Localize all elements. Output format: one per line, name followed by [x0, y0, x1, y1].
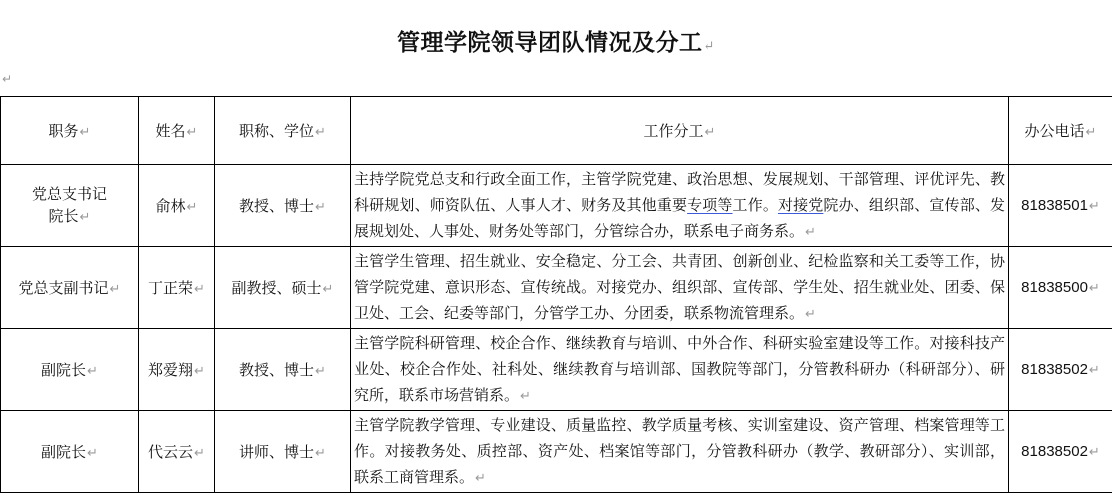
header-duties-label: 工作分工: [643, 122, 704, 140]
paragraph-mark: ↵: [1088, 280, 1100, 295]
cell-duties: [351, 329, 1009, 411]
leadership-table: [0, 96, 1112, 493]
cell-phone: [1009, 247, 1112, 329]
paragraph-mark: ↵: [704, 125, 716, 140]
cell-name: [139, 329, 215, 411]
duties-underlined-text: 专项等: [687, 195, 733, 214]
document-title-text: 管理学院领导团队情况及分工: [397, 29, 703, 56]
phone-text: 81838502: [1021, 443, 1088, 460]
table-row: [1, 411, 1112, 493]
paragraph-mark: ↵: [109, 282, 121, 297]
header-phone: [1009, 97, 1112, 165]
title-degree-text: 教授、博士: [239, 361, 315, 379]
document-title: [0, 24, 1112, 57]
paragraph-mark: ↵: [315, 125, 326, 140]
cell-name: [139, 165, 215, 247]
duties-underlined-text: 对接党: [777, 195, 824, 214]
cell-title-degree: [215, 165, 351, 247]
cell-phone: [1009, 411, 1112, 493]
paragraph-mark: ↵: [194, 364, 205, 379]
position-text: 副院长: [41, 361, 87, 379]
paragraph-mark: ↵: [703, 39, 715, 54]
phone-text: 81838501: [1021, 197, 1088, 214]
table-row: [1, 329, 1112, 411]
header-duties: [351, 97, 1009, 165]
header-name-label: 姓名: [155, 122, 186, 140]
paragraph-mark: ↵: [315, 446, 326, 461]
header-title-degree: [215, 97, 351, 165]
cell-phone: [1009, 329, 1112, 411]
paragraph-mark: ↵: [87, 364, 98, 379]
phone-text: 81838500: [1021, 279, 1088, 296]
duties-text: 主持学院党总支和行政全面工作，主管学院党建、政治思想、发展规划、干部管理、评优评先、教科研规划、师资队伍、人事人才、财务及其他重要: [354, 169, 1005, 214]
paragraph-mark: ↵: [475, 470, 486, 486]
paragraph-mark: ↵: [322, 282, 334, 297]
paragraph-mark: ↵: [186, 125, 198, 140]
duties-text: 主管学院教学管理、专业建设、质量监控、教学质量考核、实训室建设、资产管理、档案管理等工作。对接教务处、质控部、资产处、档案馆等部门，分管教科研办（教学、教研部分）、实训部，联系工商管理系。: [354, 415, 1005, 486]
paragraph-mark: ↵: [79, 125, 91, 140]
paragraph-mark: ↵: [520, 388, 531, 404]
table-row: [1, 247, 1112, 329]
cell-position: [1, 329, 139, 411]
paragraph-mark: ↵: [315, 200, 326, 215]
paragraph-mark: ↵: [805, 224, 816, 240]
cell-position: [1, 411, 139, 493]
paragraph-mark: ↵: [194, 282, 205, 297]
cell-title-degree: [215, 411, 351, 493]
paragraph-mark: ↵: [805, 306, 816, 322]
header-phone-label: 办公电话: [1024, 122, 1085, 140]
phone-text: 81838502: [1021, 361, 1088, 378]
position-text: 党总支副书记: [18, 279, 109, 297]
paragraph-mark: ↵: [315, 364, 326, 379]
header-position: [1, 97, 139, 165]
duties-text: 工作。: [732, 195, 778, 214]
paragraph-mark: ↵: [1085, 125, 1097, 140]
position-line: 院长: [48, 206, 79, 225]
header-name: [139, 97, 215, 165]
cell-name: [139, 247, 215, 329]
name-text: 丁正荣: [148, 279, 194, 297]
header-title-degree-label: 职称、学位: [239, 122, 315, 140]
cell-duties: [351, 411, 1009, 493]
paragraph-mark: ↵: [1088, 198, 1100, 213]
paragraph-mark: ↵: [87, 446, 98, 461]
paragraph-mark: ↵: [194, 446, 205, 461]
header-position-label: 职务: [48, 122, 79, 140]
duties-text: 主管学院科研管理、校企合作、继续教育与培训、中外合作、科研实验室建设等工作。对接科技产业处、校企合作处、社科处、继续教育与培训部、国教院等部门，分管教科研办（科研部分）、研究所，联系市场营销系。: [354, 333, 1005, 404]
cell-name: [139, 411, 215, 493]
cell-position: [1, 247, 139, 329]
table-header-row: [1, 97, 1112, 165]
cell-duties: [351, 247, 1009, 329]
name-text: 代云云: [148, 443, 194, 461]
cell-title-degree: [215, 329, 351, 411]
position-line: 党总支书记: [31, 184, 107, 203]
title-degree-text: 教授、博士: [239, 197, 315, 215]
cell-position: [1, 165, 139, 247]
cell-title-degree: [215, 247, 351, 329]
paragraph-mark: ↵: [186, 200, 198, 215]
paragraph-mark: ↵: [1088, 362, 1100, 377]
duties-text: 院办、组织部、宣传部、发展规划处、人事处、财务处等部门，分管综合办，联系电子商务系。: [354, 195, 1005, 240]
name-text: 俞林: [155, 197, 186, 215]
title-degree-text: 讲师、博士: [239, 443, 315, 461]
cell-phone: [1009, 165, 1112, 247]
position-text: 副院长: [41, 443, 87, 461]
paragraph-mark: ↵: [2, 72, 13, 86]
table-row: [1, 165, 1112, 247]
duties-text: 主管学生管理、招生就业、安全稳定、分工会、共青团、创新创业、纪检监察和关工委等工作，协管学院党建、意识形态、宣传统战。对接党办、组织部、宣传部、学生处、招生就业处、团委、保卫处、工会、纪委等部门，分管学工办、分团委，联系物流管理系。: [354, 251, 1005, 322]
paragraph-mark: ↵: [1088, 444, 1100, 459]
cell-duties: [351, 165, 1009, 247]
name-text: 郑爱翔: [148, 361, 194, 379]
title-degree-text: 副教授、硕士: [231, 279, 322, 297]
paragraph-mark: ↵: [79, 209, 91, 225]
